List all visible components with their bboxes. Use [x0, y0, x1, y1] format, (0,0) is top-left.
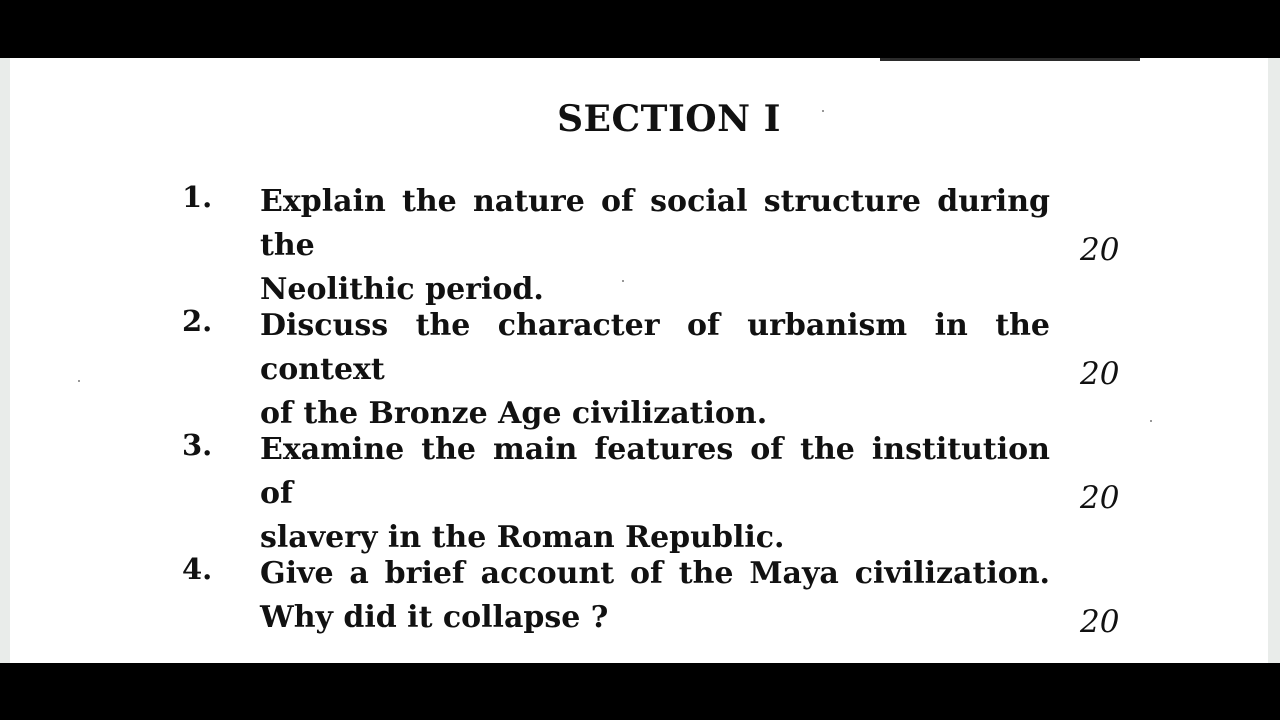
- scan-speck: [78, 380, 80, 382]
- paper-edge-left: [0, 58, 10, 663]
- paper-edge-right: [1268, 58, 1280, 663]
- question-line: slavery in the Roman Republic.: [260, 520, 785, 555]
- question-text: [260, 552, 1050, 640]
- question-line: Neolithic period.: [260, 272, 544, 307]
- question-number: 1.: [182, 180, 213, 214]
- question-item: [10, 428, 1268, 555]
- exam-paper: [10, 58, 1268, 663]
- question-item: [10, 304, 1268, 431]
- question-text: [260, 428, 1050, 560]
- question-line: Give a brief account of the Maya civilization.: [260, 556, 1050, 591]
- question-marks: 20: [1080, 232, 1120, 268]
- question-marks: 20: [1080, 480, 1120, 516]
- question-item: [10, 180, 1268, 307]
- scan-speck: [1150, 420, 1152, 422]
- question-marks: 20: [1080, 604, 1120, 640]
- question-line: Why did it collapse ?: [260, 600, 609, 635]
- question-number: 4.: [182, 552, 213, 586]
- question-text: [260, 180, 1050, 312]
- question-line: Discuss the character of urbanism in the context: [260, 308, 1050, 387]
- scan-speck: [822, 110, 824, 112]
- question-line: of the Bronze Age civilization.: [260, 396, 768, 431]
- question-line: Examine the main features of the institution of: [260, 432, 1050, 511]
- question-number: 3.: [182, 428, 213, 462]
- question-number: 2.: [182, 304, 213, 338]
- question-item: [10, 552, 1268, 662]
- scan-speck: [622, 280, 624, 282]
- question-text: [260, 304, 1050, 436]
- question-line: Explain the nature of social structure during the: [260, 184, 1050, 263]
- section-title: SECTION I: [557, 98, 781, 140]
- top-rule-line: [880, 58, 1140, 61]
- question-marks: 20: [1080, 356, 1120, 392]
